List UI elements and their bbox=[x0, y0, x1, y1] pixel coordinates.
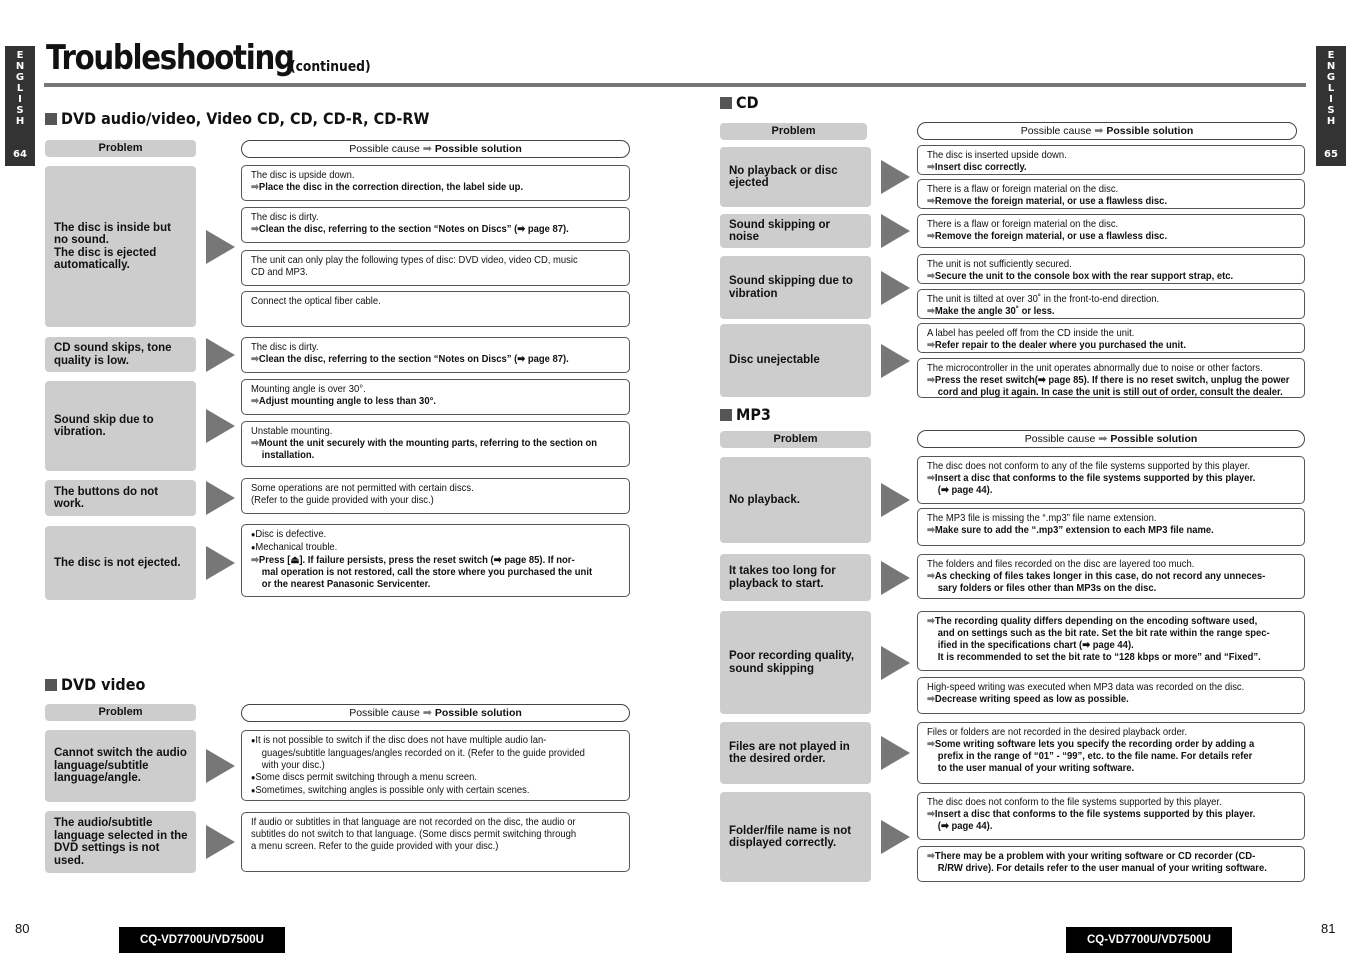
solution-text: ➡Decrease writing speed as low as possible. bbox=[927, 693, 1129, 705]
page-subtitle: (continued) bbox=[290, 59, 371, 75]
solution-cell bbox=[917, 254, 1305, 284]
problem-header: Problem bbox=[45, 704, 196, 721]
model-label-left: CQ-VD7700U/VD7500U bbox=[119, 927, 285, 953]
arrow-right-icon: ➡ bbox=[927, 305, 935, 317]
cause-text: ● It is not possible to switch if the disc does not have multiple audio lan- bbox=[251, 734, 584, 747]
solution-text: prefix in the range of “01” - “99”, etc. to the file name. For details refer bbox=[937, 750, 1253, 762]
triangle-arrow-icon bbox=[881, 344, 910, 378]
square-bullet-icon bbox=[45, 113, 57, 125]
cause-text: Unstable mounting. bbox=[251, 425, 333, 437]
arrow-right-icon: ➡ bbox=[927, 472, 935, 484]
solution-text: ➡Remove the foreign material, or use a flawless disc. bbox=[927, 195, 1168, 207]
triangle-arrow-icon bbox=[206, 338, 235, 372]
cause-text: a menu screen. Refer to the guide provided with your disc.) bbox=[251, 840, 499, 852]
solution-text: ➡Press [⏏]. If failure persists, press the reset switch (➡ page 85). If nor- bbox=[251, 554, 575, 566]
solution-cell bbox=[241, 812, 630, 872]
solution-cell bbox=[241, 165, 630, 201]
solution-cell bbox=[241, 524, 630, 597]
problem-cell: No playback. bbox=[720, 457, 871, 543]
arrow-right-icon: ➡ bbox=[251, 437, 259, 449]
problem-cell: Cannot switch the audio language/subtitle language/angle. bbox=[45, 730, 196, 802]
solution-text: ➡Adjust mounting angle to less than 30°. bbox=[251, 395, 436, 407]
solution-cell bbox=[241, 478, 630, 514]
cause-text: with your disc.) bbox=[261, 759, 325, 771]
solution-text: ➡Make the angle 30˚ or less. bbox=[927, 305, 1055, 317]
triangle-arrow-icon bbox=[206, 749, 235, 783]
section-heading-dvd-video: DVD video bbox=[45, 675, 155, 694]
solution-text: (➡ page 44). bbox=[937, 820, 993, 832]
arrow-right-icon: ➡ bbox=[251, 554, 259, 566]
cause-text: The disc does not conform to any of the file systems supported by this player. bbox=[927, 460, 1251, 472]
problem-cell: The audio/subtitle language selected in the DVD settings is not used. bbox=[45, 811, 196, 873]
square-bullet-icon bbox=[720, 97, 732, 109]
problem-header: Problem bbox=[720, 431, 871, 448]
solution-text: ➡Some writing software lets you specify the recording order by adding a bbox=[927, 738, 1255, 750]
square-bullet-icon bbox=[45, 679, 57, 691]
arrow-right-icon: ➡ bbox=[251, 353, 259, 365]
solution-cell bbox=[917, 792, 1305, 840]
problem-cell: It takes too long for playback to start. bbox=[720, 554, 871, 601]
solution-cell bbox=[917, 214, 1305, 248]
solution-text: ➡As checking of files takes longer in this case, do not record any unneces- bbox=[927, 570, 1266, 582]
solution-cell bbox=[917, 677, 1305, 714]
cause-text: ● Disc is defective. bbox=[251, 528, 584, 541]
solution-header: Possible cause ➡ Possible solution bbox=[917, 430, 1305, 448]
arrow-right-icon: ➡ bbox=[927, 524, 935, 536]
arrow-right-icon: ➡ bbox=[927, 693, 935, 705]
problem-cell: Folder/file name is not displayed correctly. bbox=[720, 792, 871, 882]
language-tab-right: E N G L I S H 65 bbox=[1316, 46, 1346, 166]
triangle-arrow-icon bbox=[881, 561, 910, 595]
cause-text: CD and MP3. bbox=[251, 266, 308, 278]
section-heading-dvd-av: DVD audio/video, Video CD, CD, CD-R, CD-RW bbox=[45, 109, 470, 128]
problem-cell: Sound skipping due to vibration bbox=[720, 256, 871, 319]
problem-cell: Poor recording quality, sound skipping bbox=[720, 611, 871, 714]
page-title-block bbox=[46, 38, 371, 78]
problem-cell: Sound skipping or noise bbox=[720, 214, 871, 248]
arrow-right-icon: ➡ bbox=[927, 850, 935, 862]
triangle-arrow-icon bbox=[881, 214, 910, 248]
cause-text: If audio or subtitles in that language are not recorded on the disc, the audio or bbox=[251, 816, 576, 828]
arrow-right-icon: ➡ bbox=[251, 181, 259, 193]
arrow-right-icon: ➡ bbox=[251, 223, 259, 235]
solution-cell bbox=[917, 508, 1305, 546]
solution-cell bbox=[917, 554, 1305, 599]
solution-cell bbox=[917, 358, 1305, 398]
solution-text: sary folders or files other than MP3s on the disc. bbox=[937, 582, 1157, 594]
solution-text: ➡Make sure to add the “.mp3” extension to each MP3 file name. bbox=[927, 524, 1214, 536]
cause-text: The folders and files recorded on the disc are layered too much. bbox=[927, 558, 1195, 570]
arrow-right-icon: ➡ bbox=[422, 707, 432, 719]
cause-text: The disc is dirty. bbox=[251, 211, 319, 223]
page-title: Troubleshooting bbox=[46, 38, 294, 78]
solution-text: cord and plug it again. In case the unit is still out of order, consult the dealer. bbox=[937, 386, 1283, 398]
solution-text: ➡Mount the unit securely with the mounting parts, referring to the section on bbox=[251, 437, 598, 449]
cause-text: ● Mechanical trouble. bbox=[251, 541, 584, 554]
cause-text: (Refer to the guide provided with your disc.) bbox=[251, 494, 434, 506]
solution-cell bbox=[241, 730, 630, 801]
arrow-right-icon: ➡ bbox=[927, 270, 935, 282]
solution-text: ➡Place the disc in the correction direction, the label side up. bbox=[251, 181, 524, 193]
solution-cell bbox=[241, 421, 630, 467]
problem-cell: CD sound skips, tone quality is low. bbox=[45, 337, 196, 372]
solution-cell bbox=[917, 289, 1305, 319]
solution-header: Possible cause ➡ Possible solution bbox=[241, 140, 630, 158]
solution-text: installation. bbox=[261, 449, 315, 461]
cause-text: guages/subtitle languages/angles recorded on it. (Refer to the guide provided bbox=[261, 747, 585, 759]
solution-cell bbox=[241, 207, 630, 243]
arrow-right-icon: ➡ bbox=[251, 395, 259, 407]
model-label-right: CQ-VD7700U/VD7500U bbox=[1066, 927, 1232, 953]
arrow-right-icon: ➡ bbox=[927, 570, 935, 582]
cause-text: ● Some discs permit switching through a menu screen. bbox=[251, 771, 584, 784]
problem-cell: The buttons do not work. bbox=[45, 480, 196, 516]
cause-text: High-speed writing was executed when MP3 data was recorded on the disc. bbox=[927, 681, 1245, 693]
language-tab-left: E N G L I S H 64 bbox=[5, 46, 35, 166]
arrow-right-icon: ➡ bbox=[927, 230, 935, 242]
solution-text: ➡Clean the disc, referring to the section “Notes on Discs” (➡ page 87). bbox=[251, 223, 569, 235]
cause-text: The unit can only play the following types of disc: DVD video, video CD, music bbox=[251, 254, 578, 266]
arrow-right-icon: ➡ bbox=[927, 615, 935, 627]
cause-text: The unit is tilted at over 30˚ in the front-to-end direction. bbox=[927, 293, 1160, 305]
solution-text: and on settings such as the bit rate. Set the bit rate within the range spec- bbox=[937, 627, 1270, 639]
problem-cell: Disc unejectable bbox=[720, 324, 871, 397]
problem-cell: Sound skip due to vibration. bbox=[45, 381, 196, 471]
triangle-arrow-icon bbox=[881, 160, 910, 194]
page-number-right: 81 bbox=[1321, 921, 1336, 936]
triangle-arrow-icon bbox=[881, 736, 910, 770]
solution-text: ➡Press the reset switch(➡ page 85). If there is no reset switch, unplug the power bbox=[927, 374, 1290, 386]
cause-text: The disc is dirty. bbox=[251, 341, 319, 353]
cause-text: The disc is upside down. bbox=[251, 169, 355, 181]
cause-text: Mounting angle is over 30°. bbox=[251, 383, 366, 395]
solution-text: ➡Refer repair to the dealer where you purchased the unit. bbox=[927, 339, 1186, 351]
cause-text: A label has peeled off from the CD inside the unit. bbox=[927, 327, 1135, 339]
triangle-arrow-icon bbox=[206, 546, 235, 580]
solution-text: or the nearest Panasonic Servicenter. bbox=[261, 578, 431, 590]
arrow-right-icon: ➡ bbox=[1098, 433, 1108, 445]
cause-text: There is a flaw or foreign material on the disc. bbox=[927, 218, 1119, 230]
triangle-arrow-icon bbox=[881, 820, 910, 854]
cause-text: The microcontroller in the unit operates abnormally due to noise or other factors. bbox=[927, 362, 1263, 374]
triangle-arrow-icon bbox=[206, 409, 235, 443]
arrow-right-icon: ➡ bbox=[1094, 125, 1104, 137]
solution-cell bbox=[917, 456, 1305, 504]
problem-cell: Files are not played in the desired order. bbox=[720, 722, 871, 784]
title-rule bbox=[44, 83, 1306, 87]
solution-cell bbox=[917, 846, 1305, 882]
solution-text: ➡Insert disc correctly. bbox=[927, 161, 1027, 173]
problem-header: Problem bbox=[720, 123, 867, 140]
solution-header: Possible cause ➡ Possible solution bbox=[241, 704, 630, 722]
solution-cell bbox=[917, 145, 1305, 175]
solution-text: mal operation is not restored, call the store where you purchased the unit bbox=[261, 566, 593, 578]
cause-text: ● Sometimes, switching angles is possible only with certain scenes. bbox=[251, 784, 584, 797]
cause-text: There is a flaw or foreign material on the disc. bbox=[927, 183, 1119, 195]
solution-cell bbox=[241, 250, 630, 286]
solution-cell bbox=[917, 611, 1305, 671]
arrow-right-icon: ➡ bbox=[927, 161, 935, 173]
solution-text: ➡Clean the disc, referring to the section “Notes on Discs” (➡ page 87). bbox=[251, 353, 569, 365]
cause-text: Connect the optical fiber cable. bbox=[251, 295, 381, 307]
cause-text: subtitles do not switch to that language. (Some discs permit switching through bbox=[251, 828, 577, 840]
solution-cell bbox=[241, 291, 630, 327]
solution-text: ➡Insert a disc that conforms to the file systems supported by this player. bbox=[927, 472, 1256, 484]
cause-text: The disc is inserted upside down. bbox=[927, 149, 1067, 161]
solution-cell bbox=[241, 379, 630, 415]
arrow-right-icon: ➡ bbox=[927, 738, 935, 750]
cause-text: The MP3 file is missing the “.mp3” file name extension. bbox=[927, 512, 1157, 524]
solution-text: ified in the specifications chart (➡ page 44). bbox=[937, 639, 1134, 651]
solution-header: Possible cause ➡ Possible solution bbox=[917, 122, 1297, 140]
problem-cell: The disc is inside but no sound. The disc is ejected automatically. bbox=[45, 166, 196, 327]
problem-header: Problem bbox=[45, 140, 196, 157]
arrow-right-icon: ➡ bbox=[927, 195, 935, 207]
page-number-left: 80 bbox=[15, 921, 30, 936]
solution-text: to the user manual of your writing software. bbox=[937, 762, 1135, 774]
solution-cell bbox=[917, 722, 1305, 784]
cause-text: Files or folders are not recorded in the desired playback order. bbox=[927, 726, 1188, 738]
arrow-right-icon: ➡ bbox=[927, 339, 935, 351]
triangle-arrow-icon bbox=[206, 230, 235, 264]
arrow-right-icon: ➡ bbox=[927, 808, 935, 820]
section-page-number: 64 bbox=[13, 149, 27, 160]
solution-cell bbox=[917, 323, 1305, 353]
problem-cell: No playback or disc ejected bbox=[720, 147, 871, 207]
triangle-arrow-icon bbox=[206, 825, 235, 859]
section-heading-mp3: MP3 bbox=[720, 405, 775, 424]
arrow-right-icon: ➡ bbox=[927, 374, 935, 386]
solution-text: ➡Secure the unit to the console box with the rear support strap, etc. bbox=[927, 270, 1234, 282]
cause-text: Some operations are not permitted with certain discs. bbox=[251, 482, 474, 494]
arrow-right-icon: ➡ bbox=[422, 143, 432, 155]
solution-text: ➡Remove the foreign material, or use a flawless disc. bbox=[927, 230, 1168, 242]
square-bullet-icon bbox=[720, 409, 732, 421]
problem-cell: The disc is not ejected. bbox=[45, 526, 196, 600]
section-heading-cd: CD bbox=[720, 93, 761, 112]
solution-text: (➡ page 44). bbox=[937, 484, 993, 496]
cause-text: The unit is not sufficiently secured. bbox=[927, 258, 1072, 270]
solution-text: R/RW drive). For details refer to the user manual of your writing software. bbox=[937, 862, 1267, 874]
solution-cell bbox=[241, 337, 630, 373]
triangle-arrow-icon bbox=[881, 271, 910, 305]
solution-text: ➡Insert a disc that conforms to the file systems supported by this player. bbox=[927, 808, 1256, 820]
triangle-arrow-icon bbox=[206, 481, 235, 515]
solution-text: ➡There may be a problem with your writing software or CD recorder (CD- bbox=[927, 850, 1256, 862]
solution-text: ➡The recording quality differs depending on the encoding software used, bbox=[927, 615, 1258, 627]
solution-text: It is recommended to set the bit rate to “128 kbps or more” and “Fixed”. bbox=[937, 651, 1261, 663]
section-page-number: 65 bbox=[1324, 149, 1338, 160]
triangle-arrow-icon bbox=[881, 483, 910, 517]
cause-text: The disc does not conform to the file systems supported by this player. bbox=[927, 796, 1222, 808]
solution-cell bbox=[917, 179, 1305, 209]
triangle-arrow-icon bbox=[881, 646, 910, 680]
